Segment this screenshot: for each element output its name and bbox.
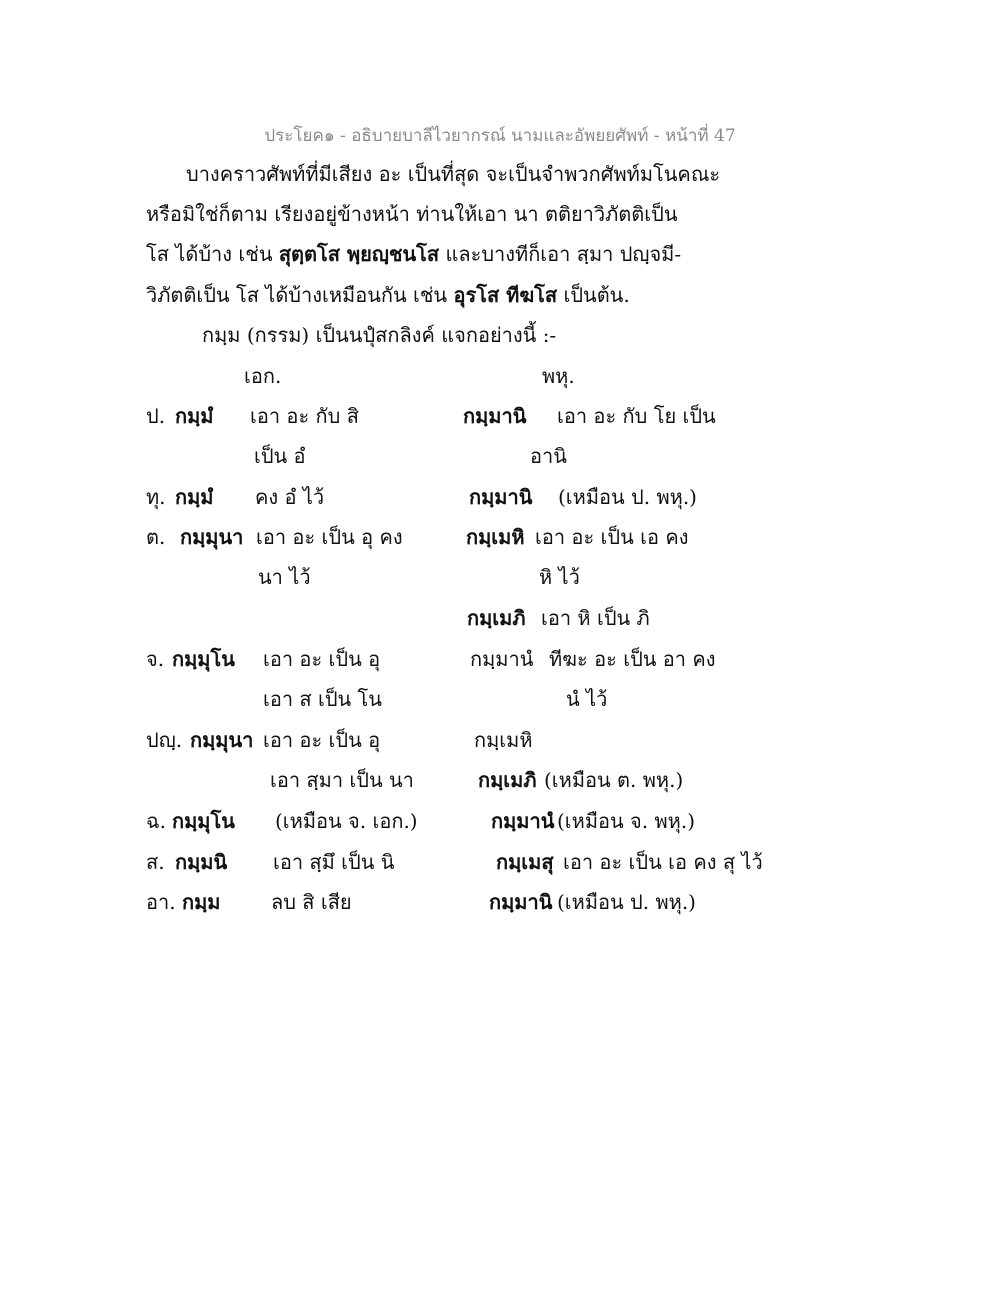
singular-form: กมฺมนิ (175, 850, 228, 874)
plural-note: ทีฆะ อะ เป็น อา คง (549, 647, 716, 671)
plural-form: กมฺมานํ (491, 809, 555, 833)
singular-note: เอา อะ เป็น อุ (263, 647, 381, 671)
running-header: ประโยค๑ - อธิบายบาลีไวยากรณ์ นามและอัพยยศัพท์ - หน้าที่ 47 (264, 126, 736, 146)
singular-note: เอา ส เป็น โน (263, 687, 382, 711)
singular-note: ลบ สิ เสีย (271, 890, 352, 914)
singular-form: กมฺม (182, 890, 221, 914)
case-label: ปญฺ. (146, 728, 183, 752)
intro-line-1: บางคราวศัพท์ที่มีเสียง อะ เป็นที่สุด จะเป็นจำพวกศัพท์มโนคณะ (186, 162, 721, 186)
singular-note: เป็น อํ (254, 444, 306, 468)
plural-form: กมฺเมหิ (466, 525, 525, 549)
singular-note: นา ไว้ (258, 565, 311, 589)
intro-example-2: อุรโส ทีฆโส (453, 283, 558, 307)
plural-note: หิ ไว้ (539, 565, 580, 589)
plural-note: (เหมือน จ. พหุ.) (557, 809, 696, 833)
intro-line-4-a: วิภัตติเป็น โส ได้บ้างเหมือนกัน เช่น (146, 283, 448, 307)
singular-form: กมฺมุโน (172, 809, 235, 833)
singular-note: เอา อะ เป็น อุ คง (256, 525, 403, 549)
case-label: ทุ. (146, 485, 166, 509)
singular-form: กมฺมุนา (190, 728, 254, 752)
case-label: ต. (146, 525, 166, 549)
plural-note: (เหมือน ป. พหุ.) (558, 485, 697, 509)
singular-note: เอา อะ เป็น อุ (263, 728, 381, 752)
singular-form: กมฺมุโน (172, 647, 235, 671)
case-label: อา. (146, 890, 176, 914)
intro-line-4-c: เป็นต้น. (563, 283, 630, 307)
plural-form-alt: กมฺเมภิ (478, 768, 537, 792)
plural-note-alt: เอา หิ เป็น ภิ (541, 606, 650, 630)
singular-form: กมฺมํ (175, 485, 214, 509)
column-header-plural: พหุ. (542, 364, 575, 388)
case-label: ส. (146, 850, 165, 874)
intro-example-1: สุตฺตโส พฺยญฺชนโส (278, 242, 440, 266)
column-header-singular: เอก. (244, 364, 282, 388)
singular-note: คง อํ ไว้ (255, 485, 325, 509)
plural-form: กมฺมานิ (469, 485, 533, 509)
intro-line-3-a: โส ได้บ้าง เช่น (146, 242, 273, 266)
plural-form: กมฺเมหิ (474, 728, 533, 752)
case-label: ป. (146, 404, 166, 428)
plural-note: เอา อะ เป็น เอ คง สุ ไว้ (563, 850, 763, 874)
singular-note: เอา สฺมา เป็น นา (270, 768, 414, 792)
plural-note: อานิ (530, 444, 567, 468)
singular-form: กมฺมํ (175, 404, 214, 428)
case-label: จ. (146, 647, 165, 671)
intro-line-2: หรือมิใช่ก็ตาม เรียงอยู่ข้างหน้า ท่านให้เอา นา ตติยาวิภัตติเป็น (146, 202, 678, 226)
case-label: ฉ. (146, 809, 166, 833)
singular-note: เอา อะ กับ สิ (250, 404, 359, 428)
plural-note-alt: (เหมือน ต. พหุ.) (544, 768, 684, 792)
intro-line-3 (146, 244, 681, 264)
singular-note: (เหมือน จ. เอก.) (275, 809, 418, 833)
intro-line-3-c: และบางทีก็เอา สฺมา ปญฺจมี- (445, 242, 682, 266)
intro-line-5: กมฺม (กรรม) เป็นนปุํสกลิงค์ แจกอย่างนี้ :- (202, 323, 557, 347)
plural-form: กมฺมานิ (489, 890, 553, 914)
plural-note: นํ ไว้ (566, 687, 608, 711)
plural-form: กมฺมานํ (470, 647, 534, 671)
plural-form: กมฺมานิ (463, 404, 527, 428)
singular-note: เอา สฺมึ เป็น นิ (273, 850, 395, 874)
intro-line-4 (146, 285, 630, 305)
plural-form: กมฺเมสุ (496, 850, 554, 874)
plural-form-alt: กมฺเมภิ (467, 606, 526, 630)
plural-note: (เหมือน ป. พหุ.) (557, 890, 696, 914)
plural-note: เอา อะ เป็น เอ คง (535, 525, 689, 549)
singular-form: กมฺมุนา (180, 525, 244, 549)
plural-note: เอา อะ กับ โย เป็น (557, 404, 716, 428)
